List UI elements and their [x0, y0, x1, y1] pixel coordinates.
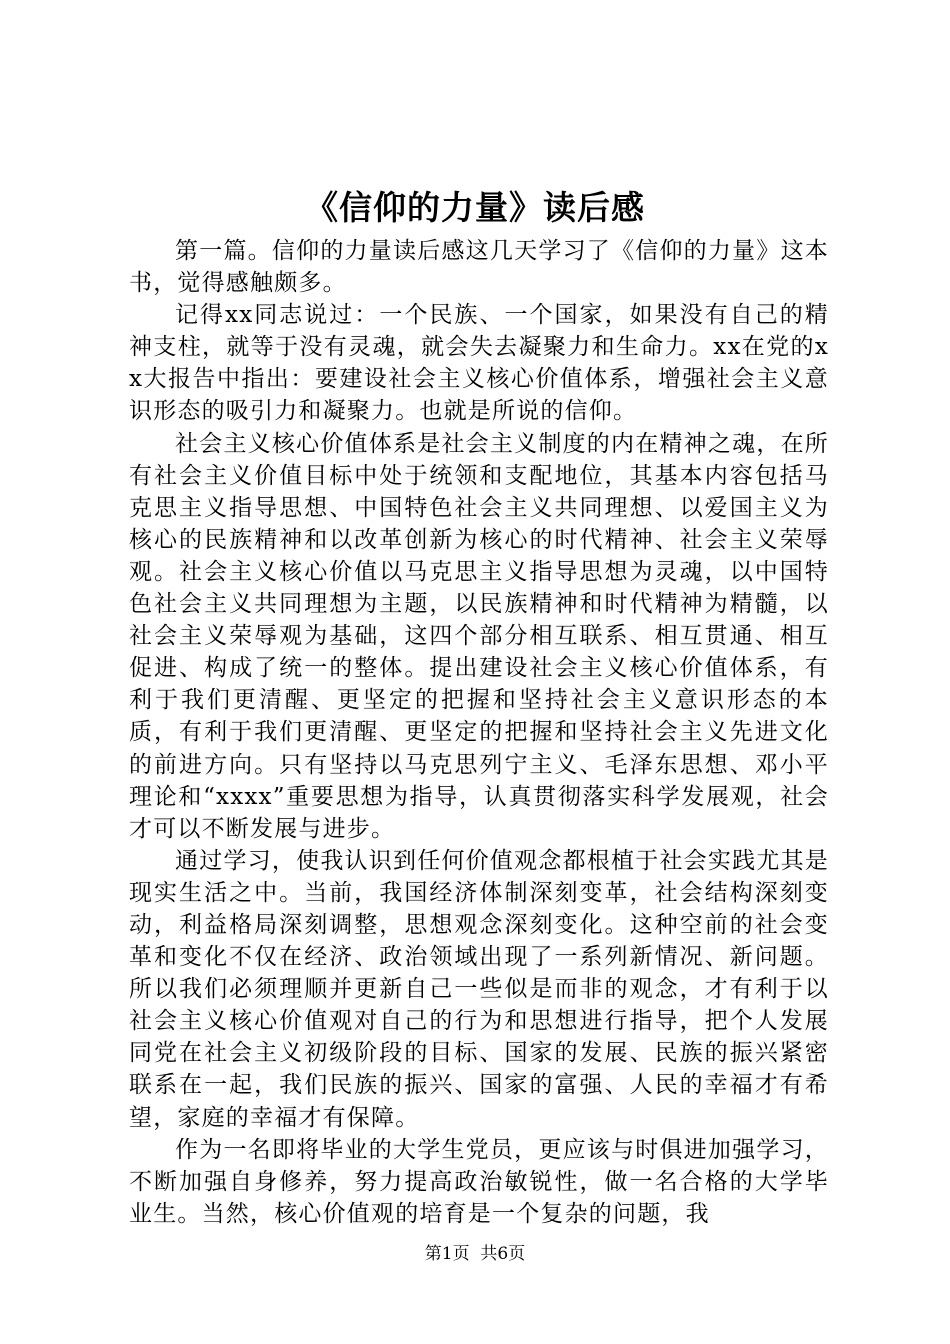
- paragraph-1: 第一篇。信仰的力量读后感这几天学习了《信仰的力量》这本书，觉得感触颇多。: [129, 238, 829, 297]
- document-title: 《信仰的力量》读后感: [305, 188, 645, 227]
- page-number-label: 第1页 共6页: [424, 1244, 526, 1264]
- paragraph-3: 社会主义核心价值体系是社会主义制度的内在精神之魂，在所有社会主义价值目标中处于统领和支配地位，其基本内容包括马克思主义指导思想、中国特色社会主义共同理想、以爱国主义为核心的民族精神和以改革创新为核心的时代精神、社会主义荣辱观。社会主义核心价值以马克思主义指导思想为灵魂，以中国特色社会主义共同理想为主题，以民族精神和时代精神为精髓，以社会主义荣辱观为基础，这四个部分相互联系、相互贯通、相互促进、构成了统一的整体。提出建设社会主义核心价值体系，有利于我们更清醒、更坚定的把握和坚持社会主义意识形态的本质，有利于我们更清醒、更坚定的把握和坚持社会主义先进文化的前进方向。只有坚持以马克思列宁主义、毛泽东思想、邓小平理论和“xxxx”重要思想为指导，认真贯彻落实科学发展观，社会才可以不断发展与进步。: [129, 430, 829, 842]
- paragraph-5: 作为一名即将毕业的大学生党员，更应该与时俱进加强学习，不断加强自身修养，努力提高政治敏锐性，做一名合格的大学毕业生。当然，核心价值观的培育是一个复杂的问题，我: [129, 1136, 829, 1227]
- page-footer: [0, 1242, 950, 1266]
- paragraph-4: 通过学习，使我认识到任何价值观念都根植于社会实践尤其是现实生活之中。当前，我国经济体制深刻变革，社会结构深刻变动，利益格局深刻调整，思想观念深刻变化。这种空前的社会变革和变化不仅在经济、政治领域出现了一系列新情况、新问题。所以我们必须理顺并更新自己一些似是而非的观念，才有利于以社会主义核心价值观对自己的行为和思想进行指导，把个人发展同党在社会主义初级阶段的目标、国家的发展、民族的振兴紧密联系在一起，我们民族的振兴、国家的富强、人民的幸福才有希望，家庭的幸福才有保障。: [129, 847, 829, 1131]
- document-body: [129, 235, 829, 1230]
- paragraph-2: 记得xx同志说过：一个民族、一个国家，如果没有自己的精神支柱，就等于没有灵魂，就会失去凝聚力和生命力。xx在党的xx大报告中指出：要建设社会主义核心价值体系，增强社会主义意识形态的吸引力和凝聚力。也就是所说的信仰。: [129, 302, 829, 425]
